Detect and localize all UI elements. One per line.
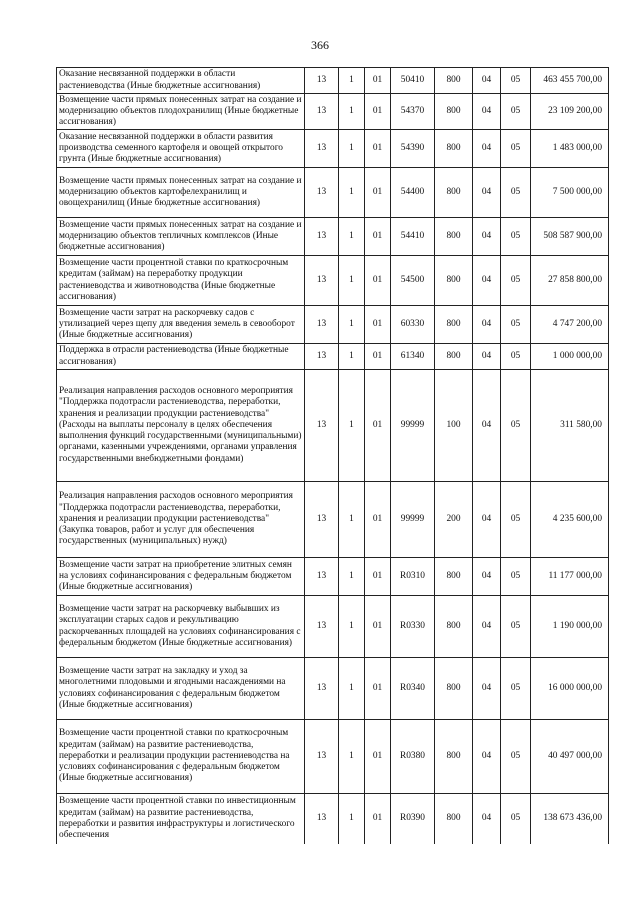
expense-type-cell: 800 xyxy=(435,658,473,720)
subsection-cell: 05 xyxy=(501,256,531,306)
activity-code-cell: 01 xyxy=(365,482,391,558)
page-number: 366 xyxy=(311,38,329,52)
table-row xyxy=(57,558,609,596)
subsection-cell: 05 xyxy=(501,68,531,94)
subsection-cell: 05 xyxy=(501,720,531,794)
section-cell: 04 xyxy=(473,558,501,596)
expense-direction-cell: R0340 xyxy=(391,658,435,720)
subprogram-code-cell: 1 xyxy=(339,370,365,482)
expense-direction-cell: 50410 xyxy=(391,68,435,94)
subprogram-code-cell: 1 xyxy=(339,94,365,130)
section-cell: 04 xyxy=(473,344,501,370)
amount-cell: 463 455 700,00 xyxy=(531,68,609,94)
expense-type-cell: 800 xyxy=(435,94,473,130)
expense-direction-cell: 54500 xyxy=(391,256,435,306)
subsection-cell: 05 xyxy=(501,94,531,130)
amount-cell: 16 000 000,00 xyxy=(531,658,609,720)
table-row xyxy=(57,306,609,344)
subprogram-code-cell: 1 xyxy=(339,658,365,720)
expense-direction-cell: 99999 xyxy=(391,482,435,558)
table-row xyxy=(57,256,609,306)
amount-cell: 311 580,00 xyxy=(531,370,609,482)
amount-cell: 11 177 000,00 xyxy=(531,558,609,596)
section-cell: 04 xyxy=(473,658,501,720)
expense-type-cell: 800 xyxy=(435,130,473,168)
budget-table xyxy=(56,67,609,844)
subsection-cell: 05 xyxy=(501,658,531,720)
program-code-cell: 13 xyxy=(305,658,339,720)
subprogram-code-cell: 1 xyxy=(339,68,365,94)
program-code-cell: 13 xyxy=(305,130,339,168)
expense-type-cell: 800 xyxy=(435,306,473,344)
expense-type-cell: 800 xyxy=(435,596,473,658)
row-name-cell: Возмещение части прямых понесенных затрат на создание и модернизацию объектов картофелехранилищ и овощехранилищ (Иные бюджетные ассигнования) xyxy=(57,168,305,218)
row-name-cell: Реализация направления расходов основного мероприятия "Поддержка подотрасли растениеводства, переработки, хранения и реализации продукции растениеводства" (Расходы на выплаты персоналу в целях обеспечения выполнения функций государственными (муниципальными) органами, казенными учреждениями, органами управления государственными внебюджетными фондами) xyxy=(57,370,305,482)
amount-cell: 508 587 900,00 xyxy=(531,218,609,256)
section-cell: 04 xyxy=(473,720,501,794)
amount-cell: 1 000 000,00 xyxy=(531,344,609,370)
program-code-cell: 13 xyxy=(305,720,339,794)
section-cell: 04 xyxy=(473,482,501,558)
subprogram-code-cell: 1 xyxy=(339,306,365,344)
activity-code-cell: 01 xyxy=(365,256,391,306)
subsection-cell: 05 xyxy=(501,344,531,370)
activity-code-cell: 01 xyxy=(365,68,391,94)
expense-direction-cell: R0310 xyxy=(391,558,435,596)
subsection-cell: 05 xyxy=(501,218,531,256)
amount-cell: 1 190 000,00 xyxy=(531,596,609,658)
activity-code-cell: 01 xyxy=(365,596,391,658)
program-code-cell: 13 xyxy=(305,306,339,344)
row-name-cell: Возмещение части затрат на раскорчевку садов с утилизацией через щепу для введения земель в севооборот (Иные бюджетные ассигнования) xyxy=(57,306,305,344)
amount-cell: 23 109 200,00 xyxy=(531,94,609,130)
subprogram-code-cell: 1 xyxy=(339,794,365,844)
section-cell: 04 xyxy=(473,306,501,344)
row-name-cell: Возмещение части затрат на приобретение элитных семян на условиях софинансирования с федеральным бюджетом (Иные бюджетные ассигнования) xyxy=(57,558,305,596)
table-row xyxy=(57,68,609,94)
row-name-cell: Поддержка в отрасли растениеводства (Иные бюджетные ассигнования) xyxy=(57,344,305,370)
subprogram-code-cell: 1 xyxy=(339,558,365,596)
expense-type-cell: 800 xyxy=(435,218,473,256)
section-cell: 04 xyxy=(473,256,501,306)
subsection-cell: 05 xyxy=(501,794,531,844)
subsection-cell: 05 xyxy=(501,130,531,168)
program-code-cell: 13 xyxy=(305,596,339,658)
table-row xyxy=(57,720,609,794)
amount-cell: 27 858 800,00 xyxy=(531,256,609,306)
program-code-cell: 13 xyxy=(305,558,339,596)
expense-direction-cell: 99999 xyxy=(391,370,435,482)
activity-code-cell: 01 xyxy=(365,370,391,482)
section-cell: 04 xyxy=(473,794,501,844)
budget-table-body xyxy=(57,68,609,844)
expense-direction-cell: 54400 xyxy=(391,168,435,218)
subsection-cell: 05 xyxy=(501,168,531,218)
expense-direction-cell: R0390 xyxy=(391,794,435,844)
table-row xyxy=(57,658,609,720)
subprogram-code-cell: 1 xyxy=(339,720,365,794)
subprogram-code-cell: 1 xyxy=(339,344,365,370)
table-row xyxy=(57,218,609,256)
amount-cell: 1 483 000,00 xyxy=(531,130,609,168)
row-name-cell: Возмещение части прямых понесенных затрат на создание и модернизацию объектов тепличных комплексов (Иные бюджетные ассигнования) xyxy=(57,218,305,256)
table-row xyxy=(57,794,609,844)
expense-type-cell: 800 xyxy=(435,168,473,218)
expense-type-cell: 800 xyxy=(435,68,473,94)
program-code-cell: 13 xyxy=(305,218,339,256)
table-row xyxy=(57,168,609,218)
row-name-cell: Оказание несвязанной поддержки в области растениеводства (Иные бюджетные ассигнования) xyxy=(57,68,305,94)
program-code-cell: 13 xyxy=(305,794,339,844)
row-name-cell: Возмещение части процентной ставки по инвестиционным кредитам (займам) на развитие растениеводства, переработки и развития инфраструктуры и логистического обеспечения xyxy=(57,794,305,844)
activity-code-cell: 01 xyxy=(365,218,391,256)
activity-code-cell: 01 xyxy=(365,168,391,218)
section-cell: 04 xyxy=(473,168,501,218)
amount-cell: 40 497 000,00 xyxy=(531,720,609,794)
program-code-cell: 13 xyxy=(305,256,339,306)
activity-code-cell: 01 xyxy=(365,720,391,794)
activity-code-cell: 01 xyxy=(365,658,391,720)
program-code-cell: 13 xyxy=(305,68,339,94)
amount-cell: 4 235 600,00 xyxy=(531,482,609,558)
expense-direction-cell: 54370 xyxy=(391,94,435,130)
subsection-cell: 05 xyxy=(501,370,531,482)
activity-code-cell: 01 xyxy=(365,344,391,370)
program-code-cell: 13 xyxy=(305,482,339,558)
activity-code-cell: 01 xyxy=(365,794,391,844)
activity-code-cell: 01 xyxy=(365,94,391,130)
expense-type-cell: 200 xyxy=(435,482,473,558)
table-row xyxy=(57,370,609,482)
subprogram-code-cell: 1 xyxy=(339,482,365,558)
subsection-cell: 05 xyxy=(501,482,531,558)
section-cell: 04 xyxy=(473,94,501,130)
row-name-cell: Оказание несвязанной поддержки в области развития производства семенного картофеля и овощей открытого грунта (Иные бюджетные ассигнования) xyxy=(57,130,305,168)
subsection-cell: 05 xyxy=(501,306,531,344)
program-code-cell: 13 xyxy=(305,94,339,130)
activity-code-cell: 01 xyxy=(365,558,391,596)
expense-type-cell: 800 xyxy=(435,558,473,596)
expense-type-cell: 800 xyxy=(435,344,473,370)
section-cell: 04 xyxy=(473,130,501,168)
section-cell: 04 xyxy=(473,68,501,94)
table-row xyxy=(57,94,609,130)
amount-cell: 7 500 000,00 xyxy=(531,168,609,218)
expense-type-cell: 800 xyxy=(435,720,473,794)
subprogram-code-cell: 1 xyxy=(339,130,365,168)
program-code-cell: 13 xyxy=(305,168,339,218)
expense-direction-cell: 60330 xyxy=(391,306,435,344)
row-name-cell: Возмещение части процентной ставки по краткосрочным кредитам (займам) на развитие растениеводства, переработки и реализации продукции растениеводства на условиях софинансирования с федеральным бюджетом (Иные бюджетные ассигнования) xyxy=(57,720,305,794)
activity-code-cell: 01 xyxy=(365,130,391,168)
subprogram-code-cell: 1 xyxy=(339,256,365,306)
row-name-cell: Реализация направления расходов основного мероприятия "Поддержка подотрасли растениеводства, переработки, хранения и реализации продукции растениеводства" (Закупка товаров, работ и услуг для обеспечения государственных (муниципальных) нужд) xyxy=(57,482,305,558)
table-row xyxy=(57,482,609,558)
expense-direction-cell: 54410 xyxy=(391,218,435,256)
expense-direction-cell: 61340 xyxy=(391,344,435,370)
subprogram-code-cell: 1 xyxy=(339,168,365,218)
subsection-cell: 05 xyxy=(501,558,531,596)
activity-code-cell: 01 xyxy=(365,306,391,344)
expense-direction-cell: R0380 xyxy=(391,720,435,794)
section-cell: 04 xyxy=(473,596,501,658)
row-name-cell: Возмещение части процентной ставки по краткосрочным кредитам (займам) на переработку продукции растениеводства и животноводства (Иные бюджетные ассигнования) xyxy=(57,256,305,306)
program-code-cell: 13 xyxy=(305,344,339,370)
section-cell: 04 xyxy=(473,370,501,482)
program-code-cell: 13 xyxy=(305,370,339,482)
expense-direction-cell: 54390 xyxy=(391,130,435,168)
expense-type-cell: 800 xyxy=(435,794,473,844)
section-cell: 04 xyxy=(473,218,501,256)
amount-cell: 4 747 200,00 xyxy=(531,306,609,344)
table-row xyxy=(57,130,609,168)
expense-direction-cell: R0330 xyxy=(391,596,435,658)
table-row xyxy=(57,596,609,658)
amount-cell: 138 673 436,00 xyxy=(531,794,609,844)
subprogram-code-cell: 1 xyxy=(339,596,365,658)
row-name-cell: Возмещение части прямых понесенных затрат на создание и модернизацию объектов плодохранилищ (Иные бюджетные ассигнования) xyxy=(57,94,305,130)
row-name-cell: Возмещение части затрат на закладку и уход за многолетними плодовыми и ягодными насаждениями на условиях софинансирования с федеральным бюджетом (Иные бюджетные ассигнования) xyxy=(57,658,305,720)
subprogram-code-cell: 1 xyxy=(339,218,365,256)
table-row xyxy=(57,344,609,370)
expense-type-cell: 800 xyxy=(435,256,473,306)
subsection-cell: 05 xyxy=(501,596,531,658)
row-name-cell: Возмещение части затрат на раскорчевку выбывших из эксплуатации старых садов и рекультивацию раскорчеванных площадей на условиях софинансирования с федеральным бюджетом (Иные бюджетные ассигнования) xyxy=(57,596,305,658)
expense-type-cell: 100 xyxy=(435,370,473,482)
